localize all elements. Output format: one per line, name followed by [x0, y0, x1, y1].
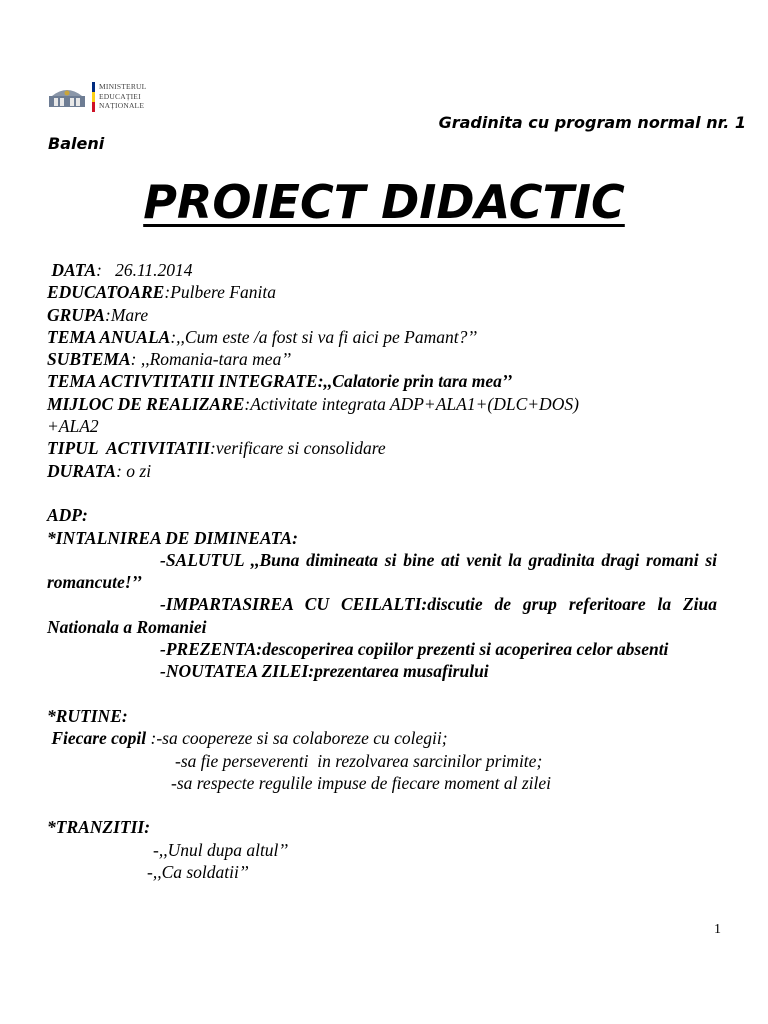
field-grupa: GRUPA:Mare [47, 304, 149, 325]
flag-yellow [92, 92, 95, 102]
field-educatoare-value: Pulbere Fanita [170, 282, 276, 303]
field-grupa-value: Mare [110, 304, 149, 325]
tranzitii-heading: *TRANZITII: [47, 817, 151, 838]
field-mijloc-value: :Activitate integrata ADP+ALA1+(DLC+DOS) [244, 393, 579, 414]
field-tema-activitatii-value: :,,Calatorie prin tara mea’’ [317, 371, 513, 392]
ministry-line-3: NAȚIONALE [99, 101, 145, 110]
page-title-text: PROIECT DIDACTIC [143, 175, 625, 229]
flag-blue [92, 82, 95, 92]
field-tipul-value: :verificare si consolidare [210, 438, 386, 459]
field-subtema-value: : ,,Romania-tara mea’’ [130, 349, 292, 370]
ministry-line-1: MINISTERUL [99, 82, 147, 91]
field-tema-anuala: TEMA ANUALA:,,Cum este /a fost si va fi aici pe Pamant?’’ [47, 326, 478, 347]
field-durata: DURATA: o zi [47, 460, 152, 481]
rutine-item-2: -sa fie perseverenti in rezolvarea sarcinilor primite; [175, 750, 543, 771]
field-tipul: TIPUL ACTIVITATII:verificare si consolidare [47, 438, 386, 459]
coat-of-arms-icon [48, 86, 86, 108]
ministry-name [99, 82, 146, 111]
school-header [48, 113, 748, 154]
field-data-value: 26.11.2014 [115, 260, 193, 280]
salutul-item: -SALUTUL ,,Buna dimineata si bine ati venit la gradinita dragi romani si romancute!’’ [47, 549, 717, 593]
noutatea-item: -NOUTATEA ZILEI:prezentarea musafirului [160, 661, 489, 682]
flag-stripe [92, 82, 95, 112]
school-location: Baleni [48, 134, 105, 153]
flag-red [92, 102, 95, 112]
field-durata-value: : o zi [116, 460, 152, 481]
field-subtema: SUBTEMA: ,,Romania-tara mea’’ [47, 349, 292, 370]
rutine-heading: *RUTINE: [47, 705, 128, 726]
field-educatoare: EDUCATOARE:Pulbere Fanita [47, 282, 276, 303]
page-title [0, 172, 768, 232]
intalnirea-heading: *INTALNIREA DE DIMINEATA: [47, 527, 298, 548]
ministry-logo [48, 80, 172, 114]
field-tema-anuala-value: :,,Cum este /a fost si va fi aici pe Pamant?’’ [170, 326, 478, 347]
field-mijloc-value-cont: +ALA2 [47, 416, 99, 437]
field-mijloc: MIJLOC DE REALIZARE:Activitate integrata ADP+ALA1+(DLC+DOS) [47, 393, 579, 414]
tranzitii-item-1: -,,Unul dupa altul’’ [153, 839, 289, 860]
rutine-item-1: Fiecare copil :-sa coopereze si sa colaboreze cu colegii; [51, 728, 448, 749]
field-data: DATA: 26.11.2014 [51, 260, 193, 280]
school-name: Gradinita cu program normal nr. 1 [438, 113, 746, 132]
document-body [47, 259, 717, 883]
tranzitii-item-2: -,,Ca soldatii’’ [147, 862, 249, 883]
impartasirea-item: -IMPARTASIREA CU CEILALTI:discutie de grup referitoare la Ziua Nationala a Romaniei [47, 594, 717, 637]
adp-heading: ADP: [47, 505, 88, 526]
prezenta-item: -PREZENTA:descoperirea copiilor prezenti si acoperirea celor absenti [160, 639, 669, 660]
field-tema-activitatii: TEMA ACTIVTITATII INTEGRATE:,,Calatorie prin tara mea’’ [47, 371, 513, 392]
ministry-line-2: EDUCAȚIEI [99, 91, 141, 101]
rutine-item-3: -sa respecte regulile impuse de fiecare moment al zilei [171, 772, 552, 793]
page-number: 1 [714, 922, 721, 937]
